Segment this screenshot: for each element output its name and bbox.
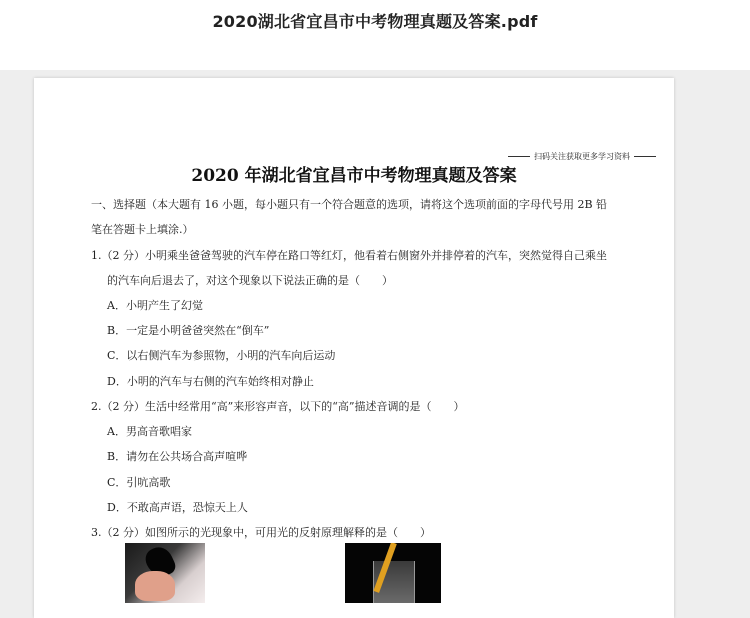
question-1-stem-line1: 1.（2 分）小明乘坐爸爸驾驶的汽车停在路口等红灯，他看着右侧窗外并排停着的汽车，突然觉得自己乘坐: [91, 249, 607, 262]
question-2-option-a: A．男高音歌唱家: [107, 425, 192, 438]
question-1-option-a: A．小明产生了幻觉: [107, 299, 203, 312]
pdf-page: [34, 78, 674, 618]
watermark-right-rule: [634, 156, 656, 157]
question-1-stem-line2: 的汽车向后退去了，对这个现象以下说法正确的是（ ）: [107, 274, 393, 287]
file-title: 2020湖北省宜昌市中考物理真题及答案.pdf: [212, 12, 538, 31]
hand-shadow-image: [125, 543, 205, 603]
watermark-text: 扫码关注获取更多学习资料: [534, 152, 630, 161]
question-2-option-c: C．引吭高歌: [107, 476, 171, 489]
question-1-option-d: D．小明的汽车与右侧的汽车始终相对静止: [107, 375, 314, 388]
question-3-stem: 3.（2 分）如图所示的光现象中，可用光的反射原理解释的是（ ）: [91, 526, 431, 539]
section-heading-line1: 一、选择题（本大题有 16 小题，每小题只有一个符合题意的选项，请将这个选项前面的字母代号用 2B 铅: [91, 198, 608, 211]
viewer-header: [0, 0, 750, 70]
section-heading-line2: 笔在答题卡上填涂.）: [91, 223, 194, 236]
question-1-option-c: C．以右侧汽车为参照物，小明的汽车向后运动: [107, 349, 336, 362]
question-2-option-d: D．不敢高声语，恐惊天上人: [107, 501, 248, 514]
question-1-option-b: B．一定是小明爸爸突然在“倒车”: [107, 324, 270, 337]
watermark-left-rule: [508, 156, 530, 157]
question-2-stem: 2.（2 分）生活中经常用“高”来形容声音，以下的“高”描述音调的是（ ）: [91, 400, 465, 413]
question-2-option-b: B．请勿在公共场合高声喧哗: [107, 450, 248, 463]
document-title: 2020 年湖北省宜昌市中考物理真题及答案: [191, 166, 517, 186]
hand-figure: [135, 571, 175, 601]
pencil-in-water-image: [345, 543, 441, 603]
